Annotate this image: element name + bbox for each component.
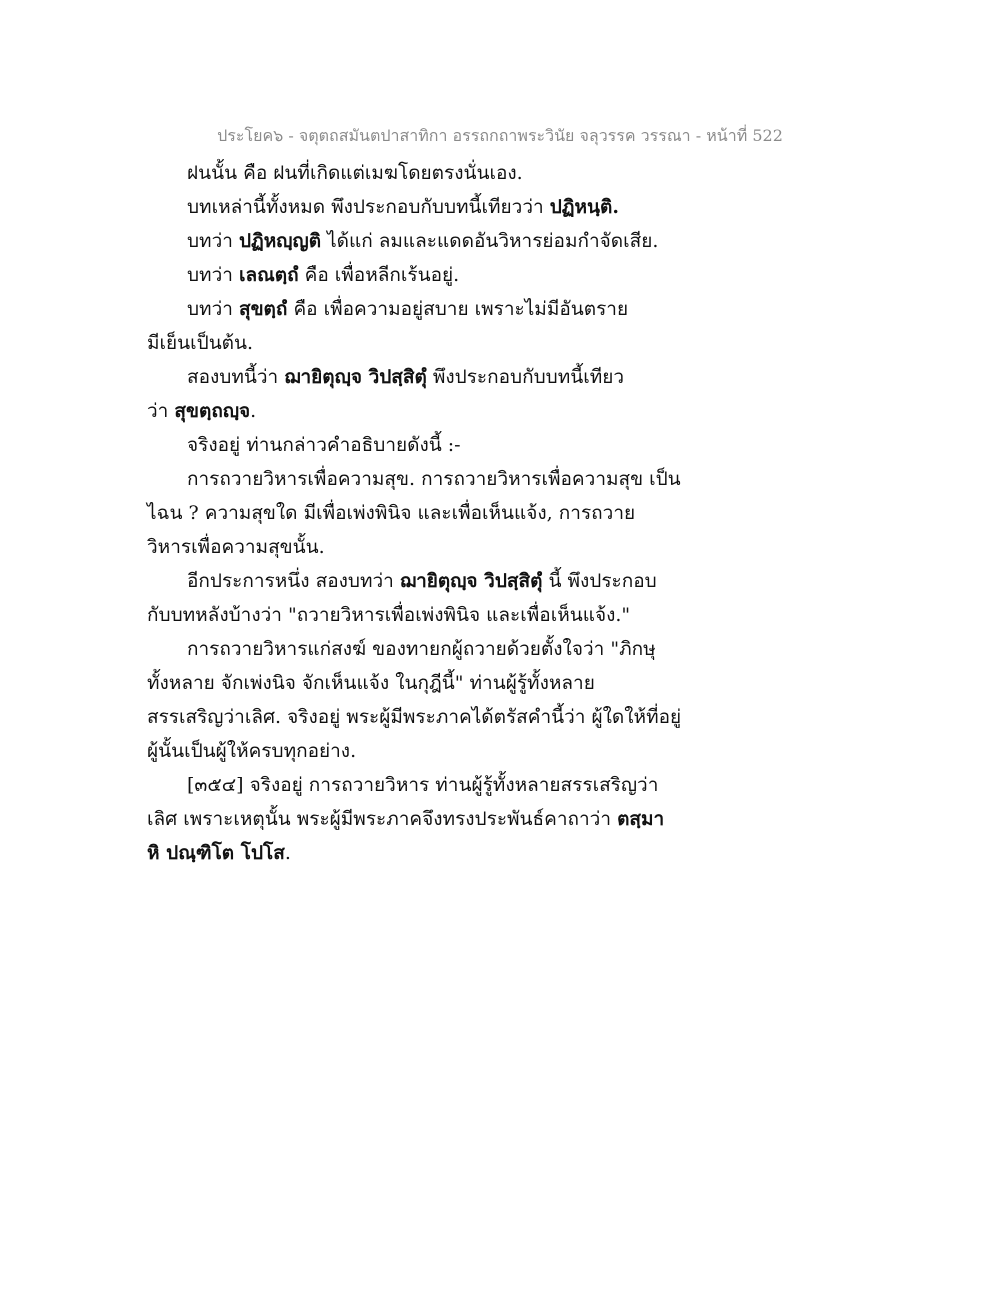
text-line [147,496,707,530]
text-segment: วิหารเพื่อความสุขนั้น. [147,536,325,558]
bold-pali-term: ฌายิตุญฺจ วิปสฺสิตุํ [399,570,543,592]
text-line [147,292,707,326]
text-segment: จริงอยู่ ท่านกล่าวคำอธิบายดังนี้ :- [187,434,461,456]
text-segment: ว่า [147,400,175,422]
text-segment: บทว่า [187,264,239,286]
text-line [147,462,707,496]
text-line [147,836,707,870]
text-segment: [๓๕๔] จริงอยู่ การถวายวิหาร ท่านผู้รู้ทั้งหลายสรรเสริญว่า [187,774,659,796]
text-line [147,564,707,598]
text-segment: พึงประกอบกับบทนี้เทียว [426,366,625,388]
text-line [147,156,707,190]
bold-pali-term: สุขตฺถํ [238,298,288,320]
text-line [147,632,707,666]
text-segment: บทว่า [187,298,239,320]
text-line [147,666,707,700]
text-segment: . [284,842,291,864]
text-segment: บทว่า [187,230,239,252]
text-line [147,394,707,428]
text-segment: สรรเสริญว่าเลิศ. จริงอยู่ พระผู้มีพระภาคได้ตรัสคำนี้ว่า ผู้ใดให้ที่อยู่ [147,706,682,728]
text-segment: ทั้งหลาย จักเพ่งนิจ จักเห็นแจ้ง ในกุฎีนี้" ท่านผู้รู้ทั้งหลาย [147,672,595,694]
paragraph [147,224,707,258]
paragraph [147,360,707,428]
running-header: ประโยค๖ - จตุตถสมันตปาสาทิกา อรรถกถาพระวินัย จลุวรรค วรรณา - หน้าที่ 522 [217,126,783,145]
paragraph [147,564,707,632]
paragraph [147,258,707,292]
text-line [147,598,707,632]
paragraph [147,428,707,462]
text-segment: เลิศ เพราะเหตุนั้น พระผู้มีพระภาคจึงทรงประพันธ์คาถาว่า [147,808,618,830]
text-line [147,326,707,360]
bold-pali-term: หิ ปณฺฑิโต โปโส [147,842,285,864]
text-line [147,224,707,258]
paragraph [147,462,707,564]
text-segment: การถวายวิหารแก่สงฆ์ ของทายกผู้ถวายด้วยตั้งใจว่า "ภิกษุ [187,638,656,660]
text-line [147,190,707,224]
bold-pali-term: เลณตฺถํ [238,264,299,286]
text-segment: กับบทหลังบ้างว่า "ถวายวิหารเพื่อเพ่งพินิจ และเพื่อเห็นแจ้ง." [147,604,631,626]
text-segment: มีเย็นเป็นต้น. [147,332,254,354]
paragraph [147,190,707,224]
text-line [147,802,707,836]
text-segment: ได้แก่ ลมและแดดอันวิหารย่อมกำจัดเสีย. [321,230,659,252]
bold-pali-term: สุขตฺถญฺจ [174,400,251,422]
text-line [147,734,707,768]
text-segment: ไฉน ? ความสุขใด มีเพื่อเพ่งพินิจ และเพื่อเห็นแจ้ง, การถวาย [147,502,636,524]
text-segment: คือ เพื่อความอยู่สบาย เพราะไม่มีอันตราย [287,298,629,320]
bold-pali-term: ปฏิหนฺติ. [549,196,620,218]
bold-pali-term: ปฏิหญฺญติ [238,230,322,252]
text-segment: บทเหล่านี้ทั้งหมด พึงประกอบกับบทนี้เทียวว่า [187,196,550,218]
text-segment: สองบทนี้ว่า [187,366,285,388]
text-segment: อีกประการหนึ่ง สองบทว่า [187,570,400,592]
paragraph [147,156,707,190]
text-line [147,258,707,292]
bold-pali-term: ตสฺมา [617,808,665,830]
body-text [147,156,707,870]
text-segment: ผู้นั้นเป็นผู้ให้ครบทุกอย่าง. [147,740,357,762]
text-segment: นี้ พึงประกอบ [542,570,657,592]
text-line [147,530,707,564]
paragraph [147,768,707,870]
text-line [147,768,707,802]
text-segment: การถวายวิหารเพื่อความสุข. การถวายวิหารเพื่อความสุข เป็น [187,468,681,490]
paragraph [147,632,707,768]
text-line [147,700,707,734]
text-line [147,428,707,462]
bold-pali-term: ฌายิตุญฺจ วิปสฺสิตุํ [284,366,427,388]
text-segment: ฝนนั้น คือ ฝนที่เกิดแต่เมฆโดยตรงนั่นเอง. [187,162,523,184]
text-segment: . [250,400,257,422]
text-segment: คือ เพื่อหลีกเร้นอยู่. [298,264,460,286]
paragraph [147,292,707,360]
text-line [147,360,707,394]
